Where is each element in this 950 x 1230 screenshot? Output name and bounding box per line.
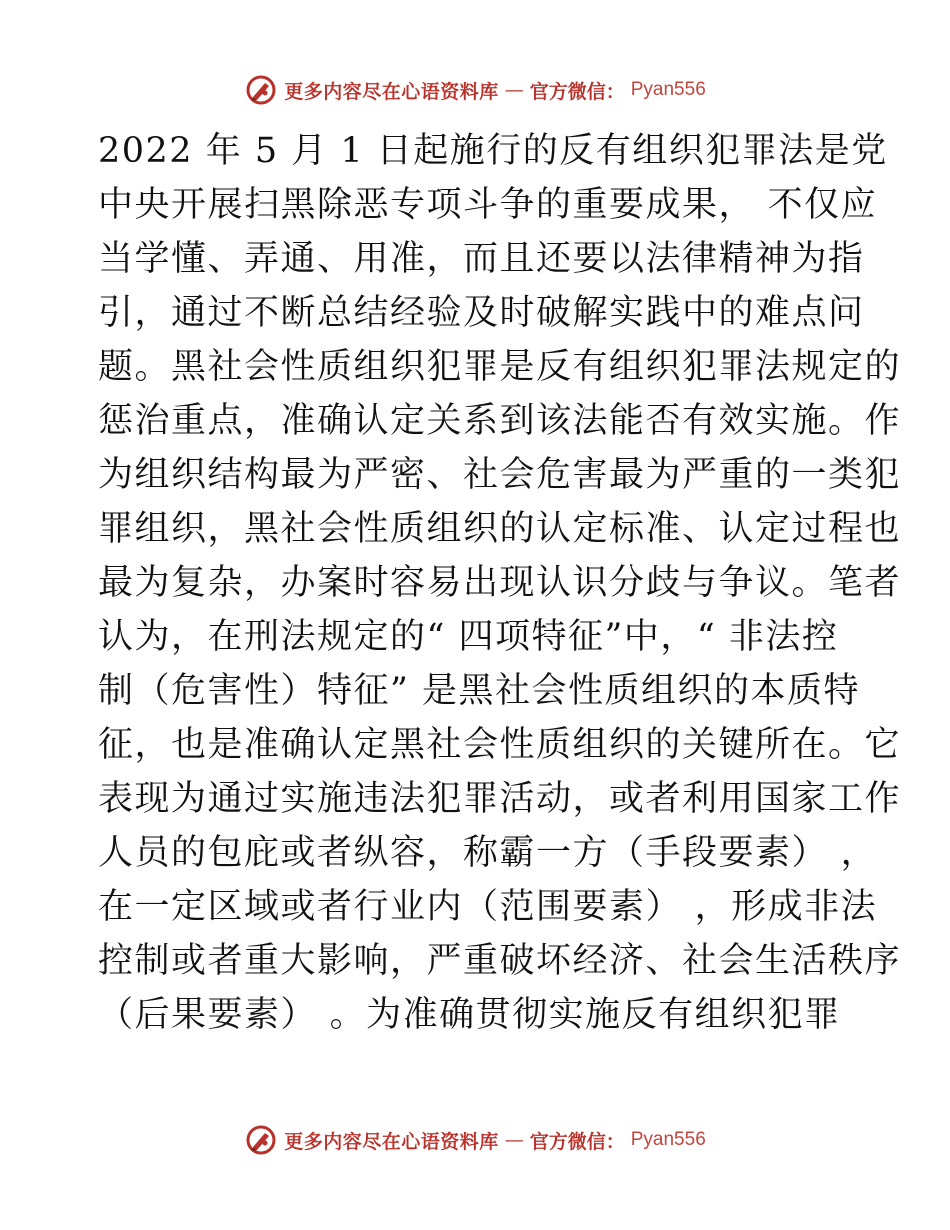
body-line: 征，也是准确认定黑社会性质组织的关键所在。它 [98, 725, 902, 765]
body-line: 中央开展扫黑除恶专项斗争的重要成果， 不仅应 [98, 185, 878, 225]
header-watermark [0, 70, 950, 110]
body-line: （后果要素） 。为准确贯彻实施反有组织犯罪 [98, 995, 841, 1035]
body-line: 当学懂、弄通、用准，而且还要以法律精神为指 [98, 239, 865, 279]
watermark-wechat-id: Pyan556 [630, 79, 706, 100]
watermark-brand: 更多内容尽在心语资料库 [284, 1130, 499, 1153]
body-line: 为组织结构最为严密、社会危害最为严重的一类犯 [98, 455, 902, 495]
body-line: 惩治重点，准确认定关系到该法能否有效实施。作 [98, 401, 902, 441]
body-line: 2022 年 5 月 1 日起施行的反有组织犯罪法是党 [98, 131, 888, 171]
watermark-official-label: 官方微信： [529, 80, 625, 103]
pen-logo-icon [244, 1123, 278, 1157]
body-line: 题。黑社会性质组织犯罪是反有组织犯罪法规定的 [98, 347, 902, 387]
body-line: 在一定区域或者行业内（范围要素） ，形成非法 [98, 887, 878, 927]
watermark-official-label: 官方微信： [529, 1130, 625, 1153]
body-line: 控制或者重大影响，严重破坏经济、社会生活秩序 [98, 941, 902, 981]
document-body [98, 124, 902, 1042]
watermark-wechat-id: Pyan556 [630, 1129, 706, 1150]
footer-watermark [0, 1120, 950, 1160]
body-line: 表现为通过实施违法犯罪活动，或者利用国家工作 [98, 779, 902, 819]
body-line: 制（危害性）特征” 是黑社会性质组织的本质特 [98, 671, 861, 711]
watermark-separator: — [504, 79, 524, 101]
body-line: 最为复杂，办案时容易出现认识分歧与争议。笔者 [98, 563, 902, 603]
body-line: 罪组织，黑社会性质组织的认定标准、认定过程也 [98, 509, 902, 549]
body-line: 人员的包庇或者纵容，称霸一方（手段要素） ， [98, 833, 878, 873]
watermark-separator: — [504, 1129, 524, 1151]
body-line: 引，通过不断总结经验及时破解实践中的难点问 [98, 293, 865, 333]
body-line: 认为，在刑法规定的“ 四项特征”中，“ 非法控 [98, 617, 839, 657]
watermark-brand: 更多内容尽在心语资料库 [284, 80, 499, 103]
pen-logo-icon [244, 73, 278, 107]
